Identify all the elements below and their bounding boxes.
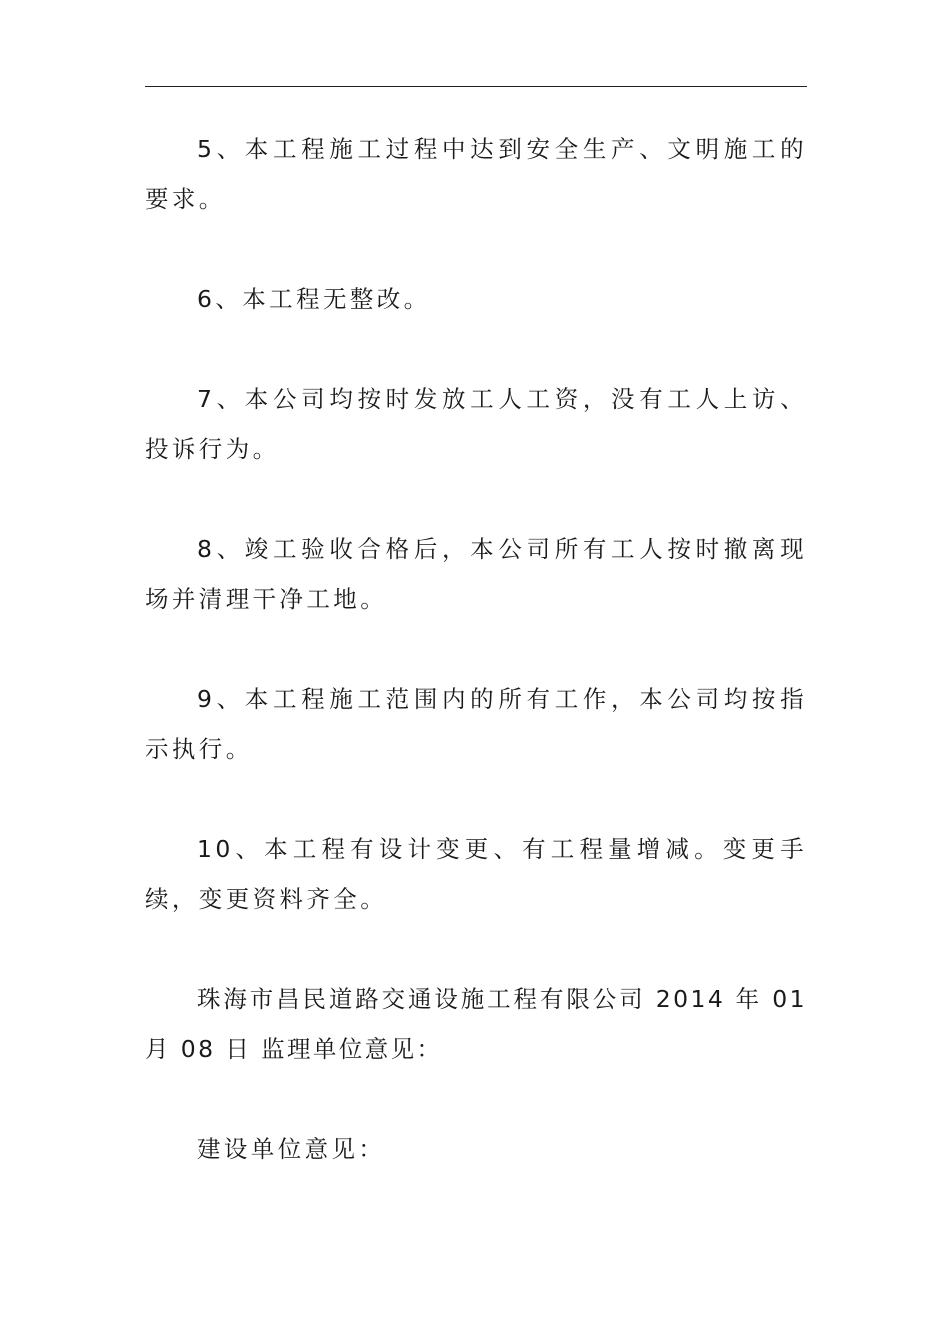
clause-7: 7、本公司均按时发放工人工资，没有工人上访、投诉行为。 bbox=[145, 385, 807, 463]
document-body bbox=[145, 124, 807, 1224]
clause-10: 10、本工程有设计变更、有工程量增减。变更手续，变更资料齐全。 bbox=[145, 835, 807, 913]
clause-8: 8、竣工验收合格后，本公司所有工人按时撤离现场并清理干净工地。 bbox=[145, 535, 807, 613]
owner-opinion-label: 建设单位意见： bbox=[197, 1135, 386, 1163]
clause-6: 6、本工程无整改。 bbox=[197, 285, 431, 313]
header-rule bbox=[145, 86, 807, 87]
clause-5: 5、本工程施工过程中达到安全生产、文明施工的要求。 bbox=[145, 135, 807, 213]
clause-9: 9、本工程施工范围内的所有工作，本公司均按指示执行。 bbox=[145, 685, 807, 763]
company-signature-date: 珠海市昌民道路交通设施工程有限公司 2014 年 01 月 08 日 监理单位意见： bbox=[145, 985, 807, 1063]
